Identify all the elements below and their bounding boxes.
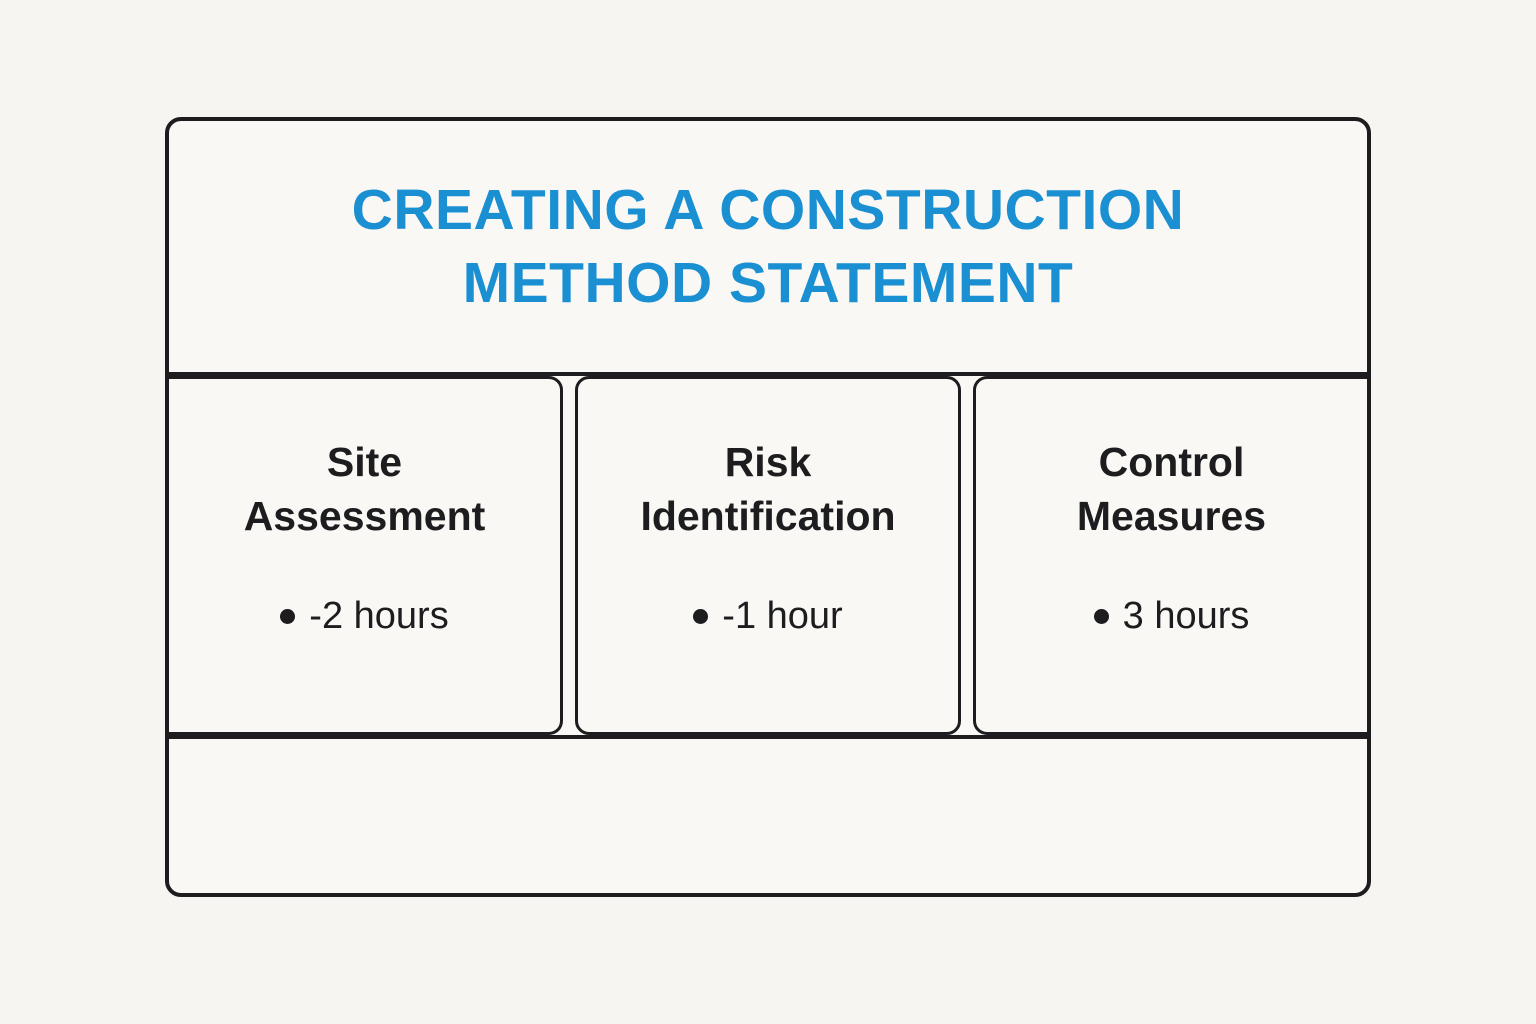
step-detail	[693, 595, 842, 638]
bullet-dot-icon	[280, 609, 295, 624]
step-detail-text: -1 hour	[722, 595, 843, 638]
diagram-outer-frame	[165, 117, 1371, 897]
steps-row	[169, 376, 1367, 739]
step-card-risk-identification	[575, 376, 961, 735]
step-title: Site Assessment	[243, 439, 486, 540]
step-detail	[1094, 595, 1250, 638]
step-title: Control Measures	[1076, 439, 1267, 540]
page-title: CREATING A CONSTRUCTION METHOD STATEMENT	[351, 178, 1185, 315]
step-detail	[280, 595, 448, 638]
step-card-site-assessment	[169, 376, 563, 735]
step-card-control-measures	[973, 376, 1367, 735]
bullet-dot-icon	[693, 609, 708, 624]
diagram-title-section	[169, 121, 1367, 376]
step-title: Risk Identification	[640, 439, 896, 540]
step-detail-text: 3 hours	[1122, 595, 1250, 638]
diagram-footer-section	[169, 739, 1367, 897]
bullet-dot-icon	[1094, 609, 1109, 624]
step-detail-text: -2 hours	[309, 595, 449, 638]
